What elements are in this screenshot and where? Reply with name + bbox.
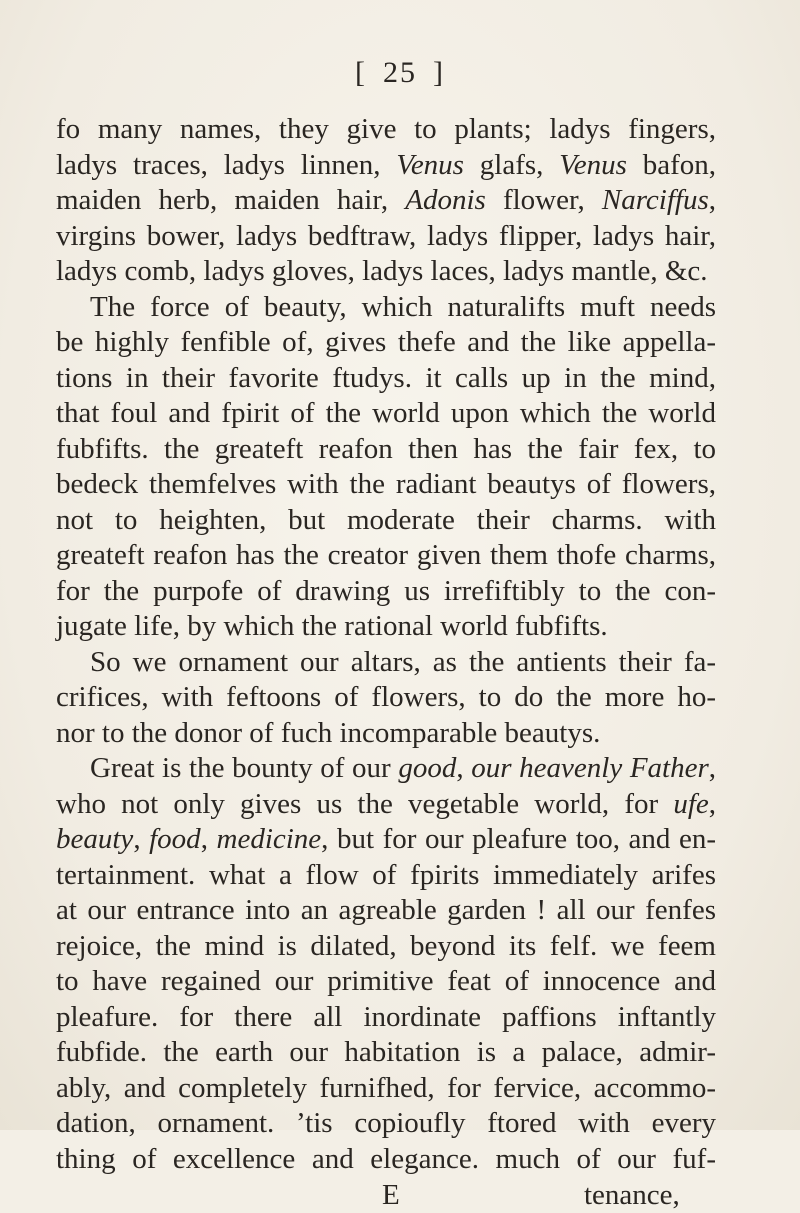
italic-text: Venus bbox=[396, 148, 464, 181]
text-span: not to heighten, but moderate their charms. with bbox=[56, 503, 716, 536]
signature-mark: E bbox=[382, 1179, 400, 1211]
text-line bbox=[56, 467, 716, 503]
text-span: , bbox=[708, 787, 716, 820]
text-span: fubfide. the earth our habitation is a palace, admir- bbox=[56, 1036, 716, 1068]
text-span: , bbox=[708, 184, 716, 216]
text-span: rejoice, the mind is dilated, beyond its felf. we feem bbox=[56, 929, 716, 962]
catchword: tenance, bbox=[584, 1179, 680, 1211]
text-span: virgins bower, ladys bedftraw, ladys flipper, ladys hair, bbox=[56, 219, 716, 252]
text-line bbox=[56, 1106, 716, 1142]
text-span: be highly fenfible of, gives thefe and the like appella- bbox=[56, 326, 716, 358]
italic-text: good bbox=[398, 752, 457, 784]
text-span: glafs, bbox=[463, 148, 560, 181]
text-span: ably, and completely furnifhed, for fervice, accommo- bbox=[56, 1071, 716, 1104]
text-line bbox=[56, 325, 716, 361]
text-line bbox=[56, 822, 716, 858]
text-span: So we ornament our altars, as the antients their fa- bbox=[90, 645, 716, 678]
text-line bbox=[56, 929, 716, 965]
text-line bbox=[56, 893, 716, 929]
text-line bbox=[56, 538, 716, 574]
text-span: nor to the donor of fuch incomparable beautys. bbox=[56, 716, 601, 749]
page-header bbox=[0, 56, 800, 90]
text-span: fo many names, they give to plants; ladys fingers, bbox=[56, 113, 716, 145]
text-span: ladys traces, ladys linnen, bbox=[56, 148, 397, 181]
text-span: crifices, with feftoons of flowers, to do the more ho- bbox=[56, 681, 716, 713]
text-span: ladys comb, ladys gloves, ladys laces, ladys mantle, &c. bbox=[56, 255, 708, 287]
italic-text: Narciffus bbox=[601, 184, 709, 216]
text-span: who not only gives us the vegetable world, for bbox=[56, 787, 674, 820]
text-span: , bbox=[200, 823, 217, 855]
text-line bbox=[56, 219, 716, 255]
italic-text: beauty bbox=[56, 823, 134, 855]
text-span: bedeck themfelves with the radiant beautys of flowers, bbox=[56, 468, 716, 500]
text-line bbox=[56, 751, 716, 787]
text-span: , bbox=[708, 752, 717, 784]
text-span: that foul and fpirit of the world upon which the world bbox=[56, 397, 716, 429]
text-span: pleafure. for there all inordinate paffions inftantly bbox=[56, 1000, 716, 1033]
text-span: maiden herb, maiden hair, bbox=[56, 184, 406, 216]
text-span: The force of beauty, which naturalifts muft needs bbox=[90, 290, 716, 323]
open-bracket: [ bbox=[355, 56, 367, 89]
text-line bbox=[56, 112, 716, 148]
text-line bbox=[56, 1142, 716, 1178]
text-line bbox=[56, 645, 716, 681]
text-span: tions in their favorite ftudys. it calls up in the mind, bbox=[56, 361, 716, 394]
text-span: greateft reafon has the creator given them thofe charms, bbox=[56, 539, 716, 571]
text-span: dation, ornament. ’tis copioufly ftored with every bbox=[56, 1107, 716, 1139]
italic-text: Adonis bbox=[405, 184, 486, 216]
text-line bbox=[56, 361, 716, 397]
text-span: Great is the bounty of our bbox=[90, 752, 399, 784]
text-line bbox=[56, 680, 716, 716]
close-bracket: ] bbox=[433, 56, 445, 89]
text-span: for the purpofe of drawing us irrefiftibly to the con- bbox=[56, 574, 716, 607]
text-line bbox=[56, 1071, 716, 1107]
page-footer bbox=[0, 1177, 800, 1213]
text-span: , but for our pleafure too, and en- bbox=[321, 823, 717, 855]
text-line bbox=[56, 964, 716, 1000]
body-text bbox=[56, 112, 716, 1177]
italic-text: food bbox=[149, 823, 201, 855]
italic-text: medicine bbox=[216, 823, 322, 855]
text-span: fubfifts. the greateft reafon then has the fair fex, to bbox=[56, 432, 716, 465]
text-span: jugate life, by which the rational world fubfifts. bbox=[56, 610, 608, 642]
text-span: thing of excellence and elegance. much of our fuf- bbox=[56, 1142, 716, 1175]
text-span: at our entrance into an agreable garden ! all our fenfes bbox=[56, 894, 716, 926]
text-line bbox=[56, 787, 716, 823]
text-line bbox=[56, 148, 716, 184]
text-span: flower, bbox=[485, 184, 602, 216]
text-line bbox=[56, 574, 716, 610]
page-number: 25 bbox=[383, 56, 417, 89]
text-line bbox=[56, 609, 716, 645]
text-line bbox=[56, 503, 716, 539]
text-span: , bbox=[456, 752, 472, 784]
italic-text: ufe bbox=[673, 787, 709, 820]
text-line bbox=[56, 1035, 716, 1071]
text-line bbox=[56, 432, 716, 468]
text-line bbox=[56, 858, 716, 894]
italic-text: Venus bbox=[559, 148, 627, 181]
text-line bbox=[56, 396, 716, 432]
text-line bbox=[56, 254, 716, 290]
text-span: tertainment. what a flow of fpirits immediately arifes bbox=[56, 858, 716, 891]
italic-text: our heavenly Father bbox=[471, 752, 709, 784]
text-span: to have regained our primitive feat of innocence and bbox=[56, 965, 716, 997]
text-line bbox=[56, 1000, 716, 1036]
text-line bbox=[56, 183, 716, 219]
text-line bbox=[56, 290, 716, 326]
text-line bbox=[56, 716, 716, 752]
text-span: , bbox=[133, 823, 150, 855]
text-span: bafon, bbox=[626, 148, 717, 181]
